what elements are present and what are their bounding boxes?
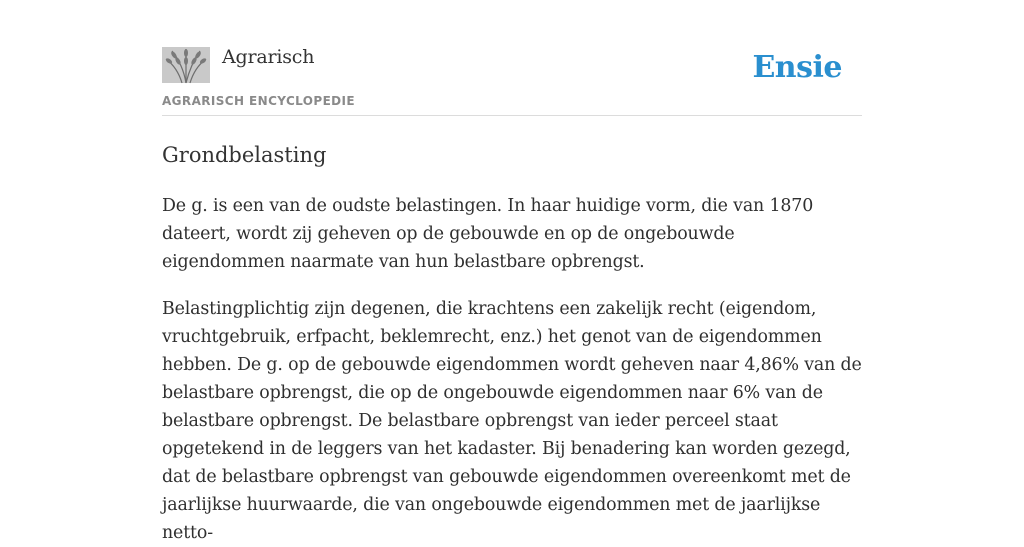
site-header xyxy=(162,0,862,116)
article-paragraph: Belastingplichtig zijn degenen, die krachtens een zakelijk recht (eigendom, vruchtgebruik, erfpacht, beklemrecht, enz.) het genot van de eigendommen hebben. De g. op de gebouwde eigendommen wordt geheven naar 4,86% van de belastbare opbrengst, die op de ongebouwde eigendommen naar 6% van de belastbare opbrengst. De belastbare opbrengst van ieder perceel staat opgetekend in de leggers van het kadaster. Bij benadering kan worden gezegd, dat de belastbare opbrengst van gebouwde eigendommen overeenkomt met de jaarlijkse huurwaarde, die van ongebouwde eigendommen met de jaarlijkse netto- xyxy=(162,299,862,543)
source-subtitle: AGRARISCH ENCYCLOPEDIE xyxy=(162,94,355,108)
wheat-logo-icon[interactable] xyxy=(162,47,210,83)
brand-logo[interactable]: Ensie xyxy=(752,50,842,85)
source-name[interactable]: Agrarisch xyxy=(222,46,315,68)
article-paragraph: De g. is een van de oudste belastingen. In haar huidige vorm, die van 1870 dateert, wordt zij geheven op de gebouwde en op de ongebouwde eigendommen naarmate van hun belastbare opbrengst. xyxy=(162,196,814,272)
article-title: Grondbelasting xyxy=(162,143,327,167)
page-container xyxy=(162,0,862,547)
